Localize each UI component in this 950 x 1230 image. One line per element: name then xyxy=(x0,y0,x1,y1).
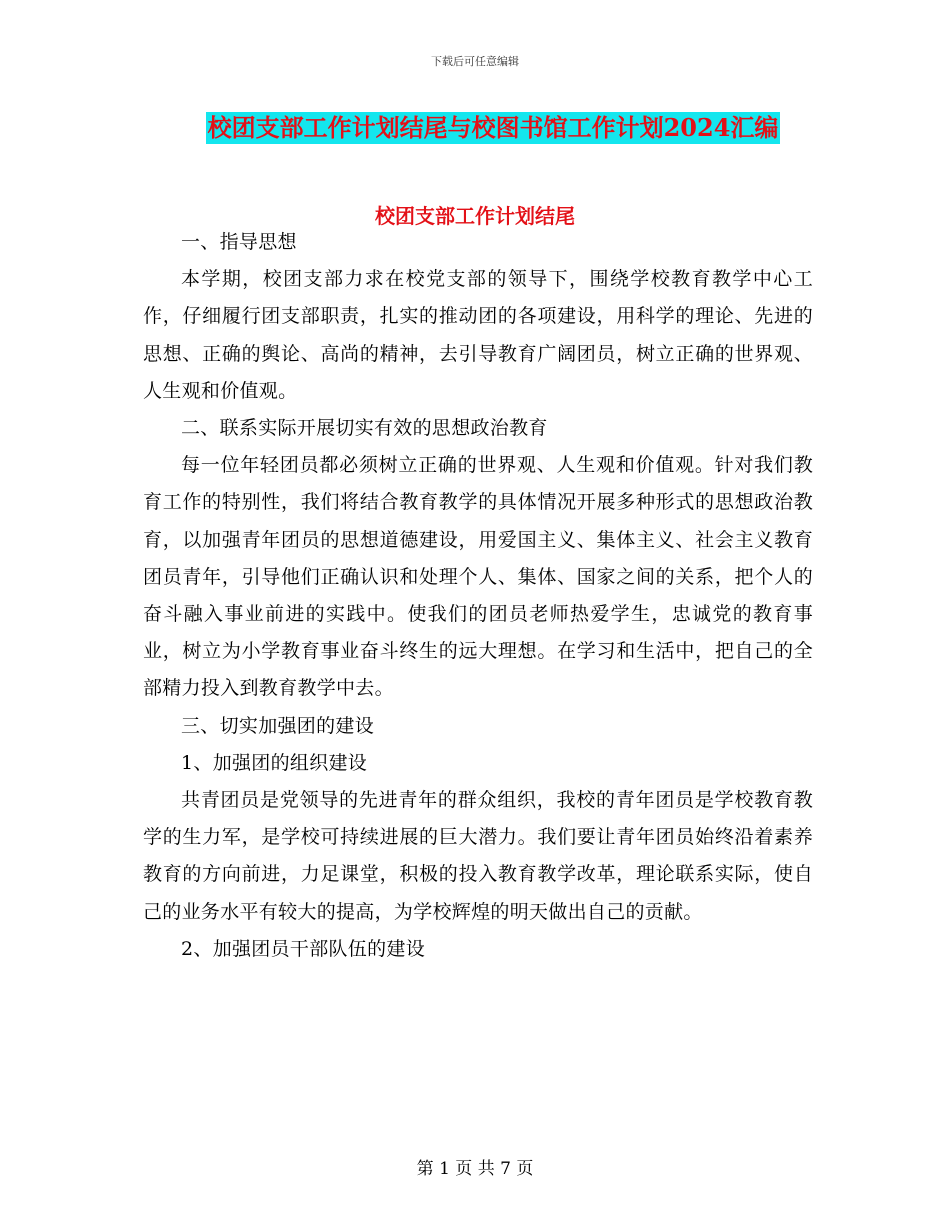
subheading-cadre-team: 2、加强团员干部队伍的建设 xyxy=(181,937,425,960)
heading-league-building: 三、切实加强团的建设 xyxy=(181,714,375,737)
document-title-container xyxy=(0,112,950,144)
document-title: 校团支部工作计划结尾与校图书馆工作计划2024汇编 xyxy=(207,113,779,142)
page-number-footer: 第 1 页 共 7 页 xyxy=(416,1159,534,1179)
paragraph: 共青团员是党领导的先进青年的群众组织，我校的青年团员是学校教育教学的生力军，是学校可持续进展的巨大潜力。我们要让青年团员始终沿着素养教育的方向前进，力足课堂，积极的投入教育教学改革，理论联系实际，使自己的业务水平有较大的提高，为学校辉煌的明天做出自己的贡献。 xyxy=(143,789,813,923)
section-title: 校团支部工作计划结尾 xyxy=(375,204,575,228)
header-note: 下载后可任意编辑 xyxy=(431,55,519,68)
heading-political-education: 二、联系实际开展切实有效的思想政治教育 xyxy=(181,417,548,440)
paragraph: 每一位年轻团员都必须树立正确的世界观、人生观和价值观。针对我们教育工作的特别性，我们将结合教育教学的具体情况开展多种形式的思想政治教育，以加强青年团员的思想道德建设，用爱国主义、集体主义、社会主义教育团员青年，引导他们正确认识和处理个人、集体、国家之间的关系，把个人的奋斗融入事业前进的实践中。使我们的团员老师热爱学生，忠诚党的教育事业，树立为小学教育事业奋斗终生的远大理想。在学习和生活中，把自己的全部精力投入到教育教学中去。 xyxy=(143,454,813,700)
paragraph: 本学期，校团支部力求在校党支部的领导下，围绕学校教育教学中心工作，仔细履行团支部职责，扎实的推动团的各项建设，用科学的理论、先进的思想、正确的舆论、高尚的精神，去引导教育广阔团员，树立正确的世界观、人生观和价值观。 xyxy=(143,268,813,402)
document-body xyxy=(143,224,813,968)
subheading-organization: 1、加强团的组织建设 xyxy=(181,751,368,774)
heading-guiding-ideology: 一、指导思想 xyxy=(181,231,297,253)
